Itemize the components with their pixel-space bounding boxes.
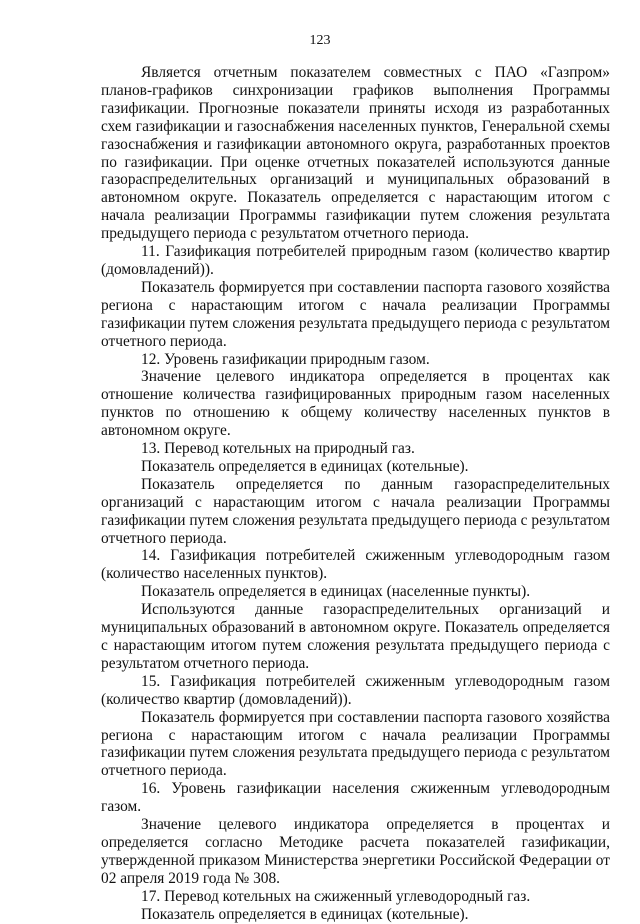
paragraph: Показатель формируется при составлении паспорта газового хозяйства региона с нарастающим итогом с начала реализации Программы газификации путем сложения результата предыдущего периода с результатом отчетного периода. [101, 278, 610, 350]
paragraph: Используются данные газораспределительных организаций и муниципальных образований в автономном округе. Показатель определяется с нарастающим итогом путем сложения результата предыдущего периода с результатом отчетного периода. [101, 601, 610, 672]
paragraph: Показатель определяется в единицах (котельные). [141, 457, 469, 475]
page-number: 123 [309, 33, 331, 48]
paragraph: 11. Газификация потребителей природным газом (количество квартир (домовладений)). [101, 243, 610, 278]
paragraph: 12. Уровень газификации природным газом. [141, 350, 430, 368]
paragraph: 13. Перевод котельных на природный газ. [141, 440, 415, 458]
paragraph: 15. Газификация потребителей сжиженным углеводородным газом (количество квартир (домовладений)). [101, 672, 610, 708]
paragraph: 16. Уровень газификации населения сжиженным углеводородным газом. [101, 780, 610, 816]
paragraph: Значение целевого индикатора определяется в процентах как отношение количества газифицированных природным газом населенных пунктов по отношению к общему количеству населенных пунктов в автономном округе. [101, 368, 610, 440]
paragraph: Является отчетным показателем совместных с ПАО «Газпром» планов-графиков синхронизации графиков выполнения Программы газификации. Прогнозные показатели приняты исходя из разработанных схем газификации и газоснабжения населенных пунктов, Генеральной схемы газоснабжения и газификации автономного округа, разработанных проектов по газификации. При оценке отчетных показателей используются данные газораспределительных организаций и муниципальных образований в автономном округе. Показатель определяется с нарастающим итогом с начала реализации Программы газификации путем сложения результата предыдущего периода с результатом отчетного периода. [101, 64, 610, 243]
document-body [101, 64, 610, 924]
paragraph: Показатель определяется по данным газораспределительных организаций с нарастающим итогом с начала реализации Программы газификации путем сложения результата предыдущего периода с результатом отчетного периода. [101, 475, 610, 547]
paragraph: Показатель формируется при составлении паспорта газового хозяйства региона с нарастающим итогом с начала реализации Программы газификации путем сложения результата предыдущего периода с результатом отчетного периода. [101, 708, 610, 780]
paragraph: Значение целевого индикатора определяется в процентах и определяется согласно Методике расчета показателей газификации, утвержденной приказом Министерства энергетики Российской Федерации от 02 апреля 2019 года № 308. [101, 816, 610, 887]
paragraph: Показатель определяется в единицах (населенные пункты). [141, 583, 531, 601]
paragraph: 14. Газификация потребителей сжиженным углеводородным газом (количество населенных пунктов). [101, 547, 610, 583]
paragraph: Показатель определяется в единицах (котельные). [141, 905, 469, 923]
paragraph: 17. Перевод котельных на сжиженный углеводородный газ. [141, 887, 531, 905]
